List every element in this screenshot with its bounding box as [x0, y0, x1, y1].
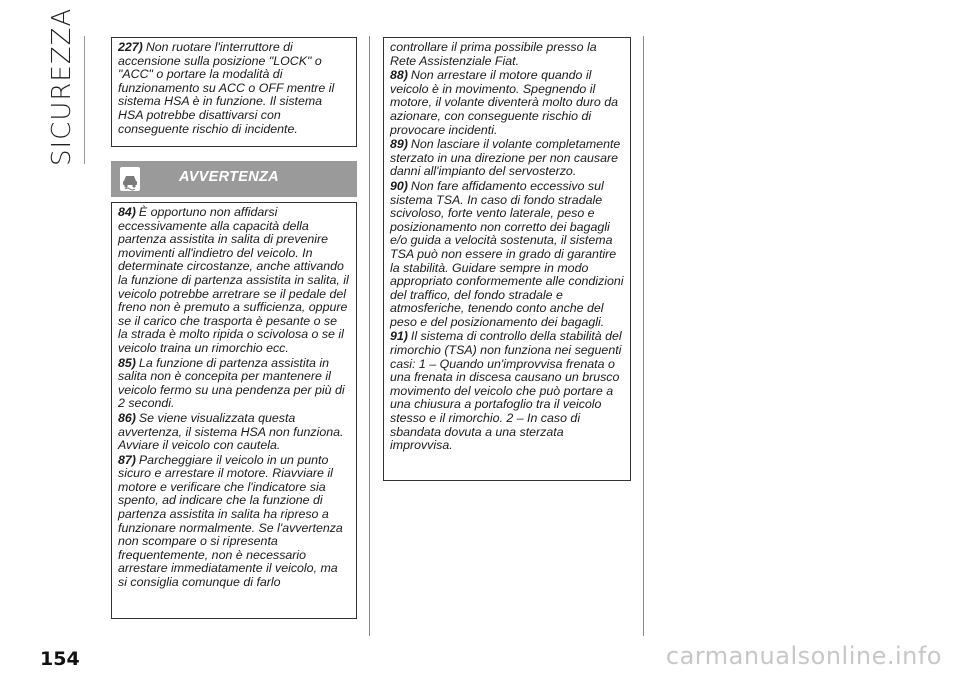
warning-item-84 — [118, 206, 350, 356]
warning-item-85 — [118, 357, 350, 411]
section-divider — [84, 36, 85, 164]
item-text: La funzione di partenza assistita in salita non è concepita per mantenere il veicolo fermo su una pendenza per più di 2 secondi. — [118, 355, 345, 411]
note-text: Non ruotare l'interruttore di accensione sulla posizione "LOCK" o "ACC" o portare la modalità di funzionamento su ACC o OFF mentre il sistema HSA è in funzione. Il sistema HSA potrebbe disattivarsi con conseguente rischio di incidente. — [118, 40, 335, 136]
warning-title: AVVERTENZA — [179, 169, 279, 185]
section-title: SICUREZZA — [47, 7, 77, 166]
item-text: Non lasciare il volante completamente sterzato in una direzione per non causare danni all'impianto del servosterzo. — [390, 137, 621, 179]
column-divider — [369, 36, 370, 636]
item-number: 87) — [118, 452, 136, 467]
column-divider-right — [643, 36, 644, 636]
warning-box — [111, 202, 357, 619]
continued-text: controllare il prima possibile presso la Rete Assistenziale Fiat. — [390, 40, 597, 68]
item-number: 89) — [390, 137, 408, 152]
warning-item-87 — [118, 454, 350, 590]
note-number: 227) — [118, 40, 143, 54]
item-number: 84) — [118, 205, 136, 219]
item-number: 91) — [390, 329, 408, 344]
item-text: Se viene visualizzata questa avvertenza, il sistema HSA non funziona. Avviare il veicolo con cautela. — [118, 410, 344, 453]
item-text: Il sistema di controllo della stabilità del rimorchio (TSA) non funziona nei seguenti casi: 1 – Quando un'improvvisa frenata o una frenata in discesa causano un brusco movimento del veicolo che può portare a una chiusura a portafoglio tra il veicolo stesso e il rimorchio. 2 – In caso di sbandata dovuta a una sterzata improvvisa. — [390, 329, 622, 453]
warning-item-89 — [390, 138, 624, 179]
note-item — [118, 41, 350, 136]
warning-item-88 — [390, 69, 624, 137]
item-number: 86) — [118, 410, 136, 425]
warning-item-91 — [390, 330, 624, 452]
item-text: Parcheggiare il veicolo in un punto sicuro e arrestare il motore. Riavviare il motore e verificare che l'indicatore sia spento, ad indicare che la funzione di partenza assistita in salita ha ripreso a funzionare normalmente. Se l'avvertenza non scompare o si ripresenta frequentemente, non è necessario arrestare immediatamente il veicolo, ma si consiglia comunque di farlo — [118, 452, 343, 590]
item-text: Non arrestare il motore quando il veicolo è in movimento. Spegnendo il motore, il volante diventerà molto duro da azionare, con conseguente rischio di provocare incidenti. — [390, 68, 618, 137]
car-skid-warning-icon — [118, 165, 142, 193]
warning-header — [111, 161, 357, 197]
item-number: 90) — [390, 178, 408, 193]
warning-item-86 — [118, 412, 350, 453]
item-text: Non fare affidamento eccessivo sul sistema TSA. In caso di fondo stradale scivoloso, forte vento laterale, peso e posizionamento non corretto dei bagagli e/o guida a velocità sostenuta, il sistema TSA può non essere in grado di garantire la stabilità. Guidare sempre in modo appropriato conformemente alle condizioni del traffico, del fondo stradale e atmosferiche, tenendo conto anche del peso e del posizionamento dei bagagli. — [390, 178, 624, 329]
warning-box-continued — [383, 37, 631, 481]
item-number: 85) — [118, 355, 136, 370]
watermark: carmanualsonline.info — [665, 642, 942, 670]
item-text: È opportuno non affidarsi eccessivamente alla capacità della partenza assistita in salita di prevenire movimenti all'indietro del veicolo. In determinate circostanze, anche attivando la funzione di partenza assistita in salita, il veicolo potrebbe arretrare se il pedale del freno non è premuto a sufficienza, oppure se il carico che trasporta è pesante o se la strada è molto ripida o scivolosa o se il veicolo traina un rimorchio ecc. — [118, 205, 349, 355]
page-number: 154 — [40, 648, 80, 670]
warning-item-90 — [390, 180, 624, 330]
note-box-227 — [111, 37, 357, 147]
item-number: 88) — [390, 68, 408, 83]
